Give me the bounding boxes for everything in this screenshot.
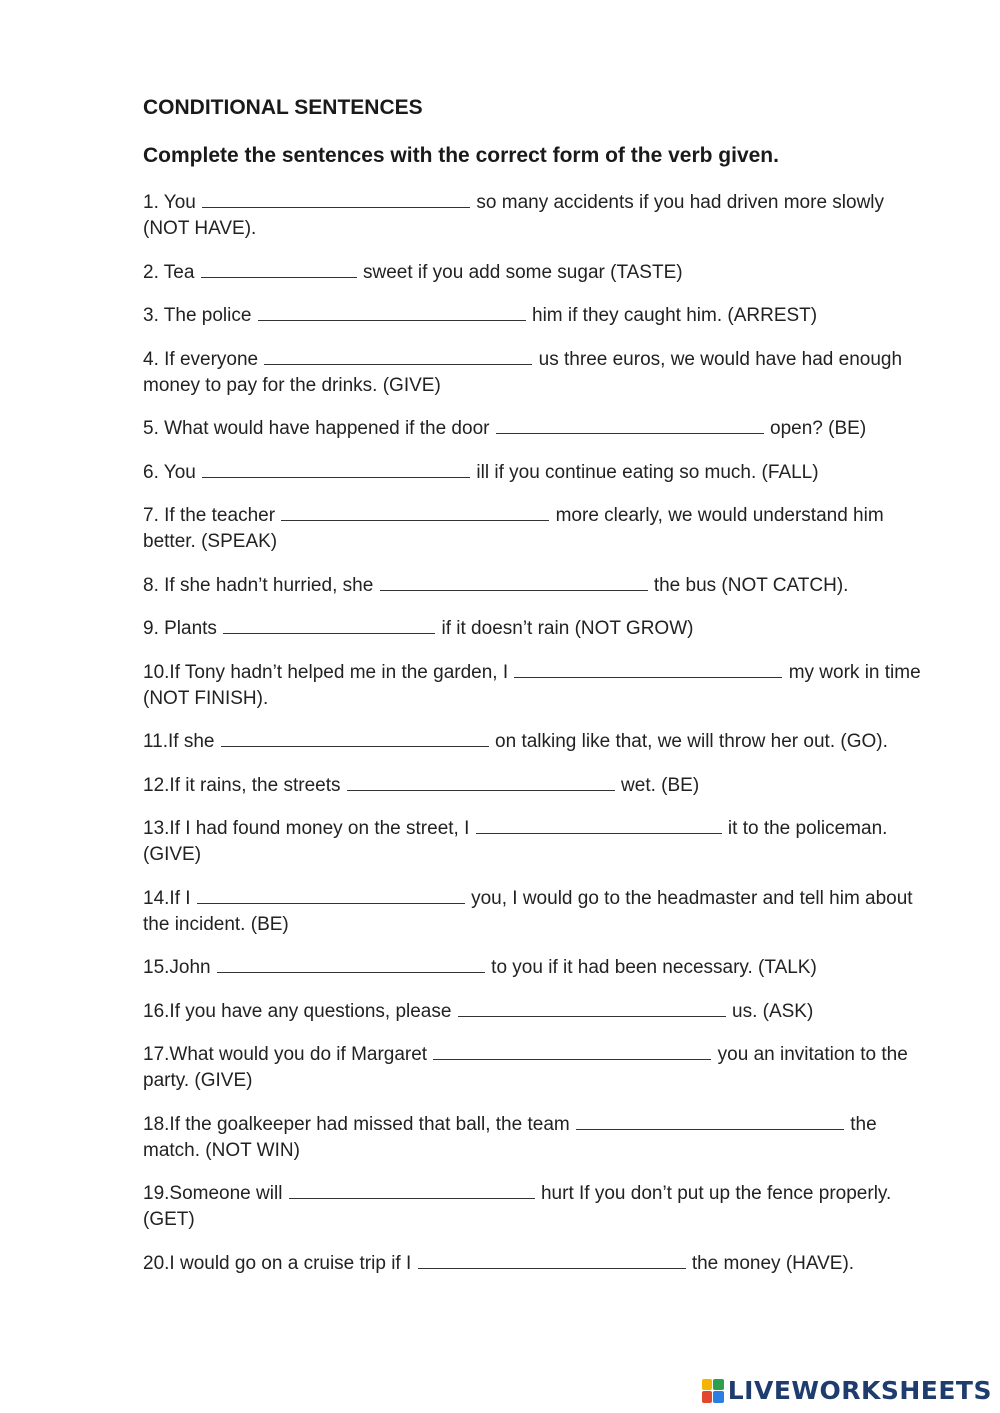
question-19	[143, 1181, 933, 1233]
question-16	[143, 999, 933, 1025]
answer-blank-6[interactable]	[202, 460, 470, 478]
worksheet-title: CONDITIONAL SENTENCES	[143, 96, 423, 119]
question-text: 6. You	[143, 461, 202, 483]
question-6	[143, 460, 933, 486]
question-text: 13.If I had found money on the street, I	[143, 818, 475, 839]
question-text: 10.If Tony hadn’t helped me in the garden, I	[143, 661, 514, 683]
logo-tile	[702, 1391, 713, 1403]
question-5	[143, 416, 933, 442]
question-text: 14.If I	[143, 887, 196, 909]
question-text: you an invitation to the party. (GIVE)	[143, 1044, 908, 1091]
question-text: 1. You	[143, 192, 202, 213]
question-text: the money (HAVE).	[686, 1252, 855, 1274]
answer-blank-18[interactable]	[576, 1112, 844, 1130]
worksheet-instruction: Complete the sentences with the correct form of the verb given.	[143, 144, 779, 167]
question-text: 17.What would you do if Margaret	[143, 1044, 433, 1065]
question-9	[143, 616, 933, 642]
question-text: 4. If everyone	[143, 348, 264, 370]
question-text: 19.Someone will	[143, 1183, 288, 1204]
answer-blank-13[interactable]	[476, 816, 722, 834]
question-text: 9. Plants	[143, 618, 223, 639]
answer-blank-11[interactable]	[221, 729, 489, 747]
question-text: the bus (NOT CATCH).	[648, 574, 849, 596]
question-2	[143, 260, 933, 286]
question-text: more clearly, we would understand him better. (SPEAK)	[143, 505, 884, 552]
answer-blank-2[interactable]	[201, 260, 357, 278]
question-text: 18.If the goalkeeper had missed that ball, the team	[143, 1113, 575, 1135]
question-text: so many accidents if you had driven more slowly (NOT HAVE).	[143, 192, 885, 239]
question-text: 16.If you have any questions, please	[143, 1000, 457, 1022]
question-text: it to the policeman. (GIVE)	[143, 818, 888, 865]
question-text: 20.I would go on a cruise trip if I	[143, 1252, 417, 1274]
answer-blank-15[interactable]	[217, 955, 485, 973]
question-list	[143, 190, 933, 1294]
question-8	[143, 573, 933, 599]
answer-blank-9[interactable]	[223, 616, 435, 634]
question-text: 11.If she	[143, 731, 220, 752]
answer-blank-17[interactable]	[433, 1042, 711, 1060]
logo-tile	[702, 1379, 713, 1391]
question-text: open? (BE)	[764, 418, 867, 439]
answer-blank-8[interactable]	[380, 573, 648, 591]
answer-blank-10[interactable]	[514, 660, 782, 678]
answer-blank-7[interactable]	[281, 503, 549, 521]
question-17	[143, 1042, 933, 1094]
answer-blank-5[interactable]	[496, 416, 764, 434]
answer-blank-19[interactable]	[289, 1181, 535, 1199]
liveworksheets-logo-icon	[702, 1379, 724, 1403]
question-7	[143, 503, 933, 555]
logo-tile	[713, 1391, 724, 1403]
question-text: wet. (BE)	[615, 774, 700, 796]
answer-blank-16[interactable]	[458, 999, 726, 1017]
logo-tile	[713, 1379, 724, 1391]
question-20	[143, 1251, 933, 1277]
question-text: us three euros, we would have had enough money to pay for the drinks. (GIVE)	[143, 348, 903, 396]
answer-blank-4[interactable]	[264, 347, 532, 365]
answer-blank-1[interactable]	[202, 190, 470, 208]
question-text: ill if you continue eating so much. (FALL)	[471, 461, 819, 483]
question-3	[143, 303, 933, 329]
liveworksheets-brand[interactable]	[702, 1376, 992, 1405]
question-text: hurt If you don’t put up the fence properly. (GET)	[143, 1183, 892, 1230]
question-text: my work in time (NOT FINISH).	[143, 661, 921, 709]
question-18	[143, 1112, 933, 1164]
question-text: the match. (NOT WIN)	[143, 1113, 877, 1161]
question-12	[143, 773, 933, 799]
question-4	[143, 347, 933, 399]
question-text: 12.If it rains, the streets	[143, 774, 346, 796]
question-text: 7. If the teacher	[143, 505, 281, 526]
question-text: him if they caught him. (ARREST)	[526, 305, 818, 326]
answer-blank-3[interactable]	[258, 303, 526, 321]
question-text: on talking like that, we will throw her out. (GO).	[489, 731, 888, 752]
question-text: 8. If she hadn’t hurried, she	[143, 574, 379, 596]
question-text: 5. What would have happened if the door	[143, 418, 495, 439]
liveworksheets-wordmark: LIVEWORKSHEETS	[727, 1376, 992, 1405]
answer-blank-14[interactable]	[197, 886, 465, 904]
question-text: if it doesn’t rain (NOT GROW)	[436, 618, 694, 639]
question-text: to you if it had been necessary. (TALK)	[485, 957, 817, 978]
answer-blank-12[interactable]	[347, 773, 615, 791]
question-14	[143, 886, 933, 938]
question-text: 3. The police	[143, 305, 257, 326]
question-text: you, I would go to the headmaster and tell him about the incident. (BE)	[143, 887, 913, 935]
question-13	[143, 816, 933, 868]
question-text: us. (ASK)	[726, 1000, 814, 1022]
question-10	[143, 660, 933, 712]
answer-blank-20[interactable]	[418, 1251, 686, 1269]
question-15	[143, 955, 933, 981]
question-text: sweet if you add some sugar (TASTE)	[357, 261, 683, 283]
question-text: 2. Tea	[143, 261, 200, 283]
question-text: 15.John	[143, 957, 216, 978]
question-11	[143, 729, 933, 755]
question-1	[143, 190, 933, 242]
